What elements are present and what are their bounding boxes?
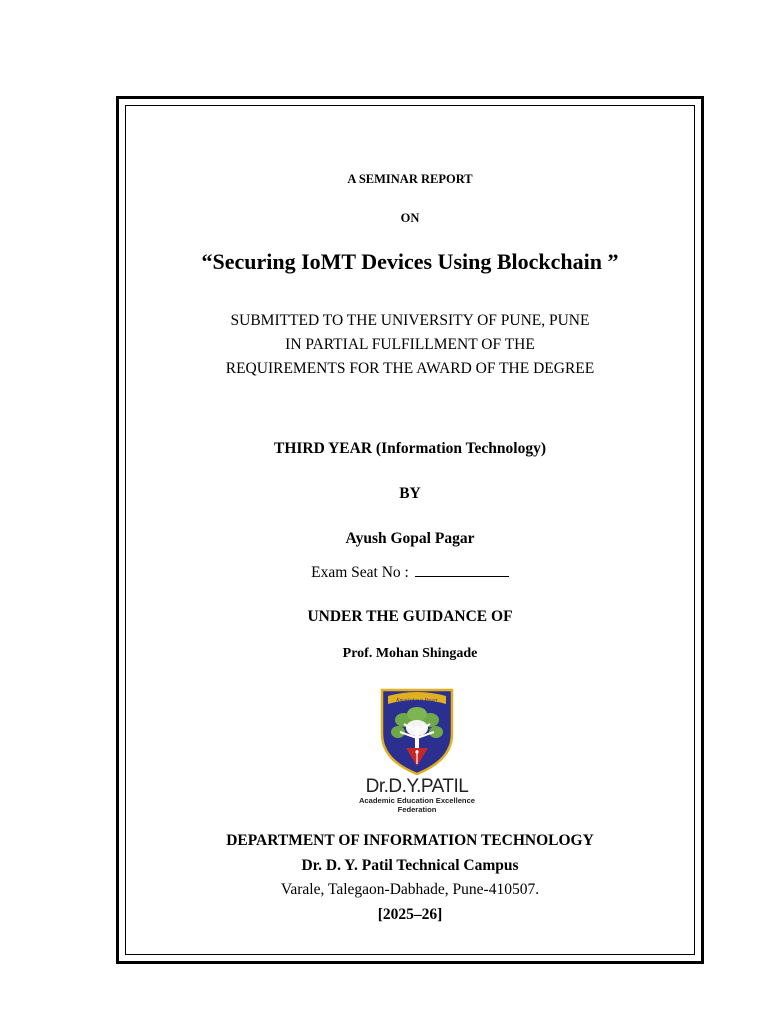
department-name: DEPARTMENT OF INFORMATION TECHNOLOGY	[226, 832, 594, 849]
dypatil-logo	[342, 686, 492, 816]
logo-motto: Knowledge is Power	[396, 698, 438, 704]
logo-line-1: Academic Education Excellence	[358, 796, 476, 805]
report-title: “Securing IoMT Devices Using Blockchain ”	[201, 249, 619, 274]
exam-seat-blank	[415, 564, 509, 577]
campus-address: Varale, Talegaon-Dabhade, Pune-410507.	[280, 881, 540, 898]
exam-seat-label: Exam Seat No :	[311, 564, 409, 581]
on-label: ON	[400, 211, 420, 225]
report-type: A SEMINAR REPORT	[347, 172, 473, 186]
exam-seat	[126, 564, 694, 582]
degree-line: THIRD YEAR (Information Technology)	[274, 440, 546, 457]
page-border-inner	[125, 105, 695, 955]
submitted-line-3: REQUIREMENTS FOR THE AWARD OF THE DEGREE	[225, 360, 595, 377]
student-name: Ayush Gopal Pagar	[345, 530, 475, 547]
academic-year: [2025–26]	[377, 906, 443, 923]
by-label: BY	[399, 485, 421, 502]
dypatil-logo-svg	[342, 686, 492, 816]
guide-name: Prof. Mohan Shingade	[342, 646, 478, 661]
campus-name: Dr. D. Y. Patil Technical Campus	[301, 857, 519, 874]
guidance-heading: UNDER THE GUIDANCE OF	[307, 608, 513, 625]
logo-line-2: Federation	[397, 805, 437, 814]
submitted-line-1: SUBMITTED TO THE UNIVERSITY OF PUNE, PUNE	[230, 312, 590, 329]
page-border-outer	[116, 96, 704, 964]
logo-name: Dr.D.Y.PATIL	[365, 776, 469, 797]
submitted-line-2: IN PARTIAL FULFILLMENT OF THE	[285, 336, 535, 353]
